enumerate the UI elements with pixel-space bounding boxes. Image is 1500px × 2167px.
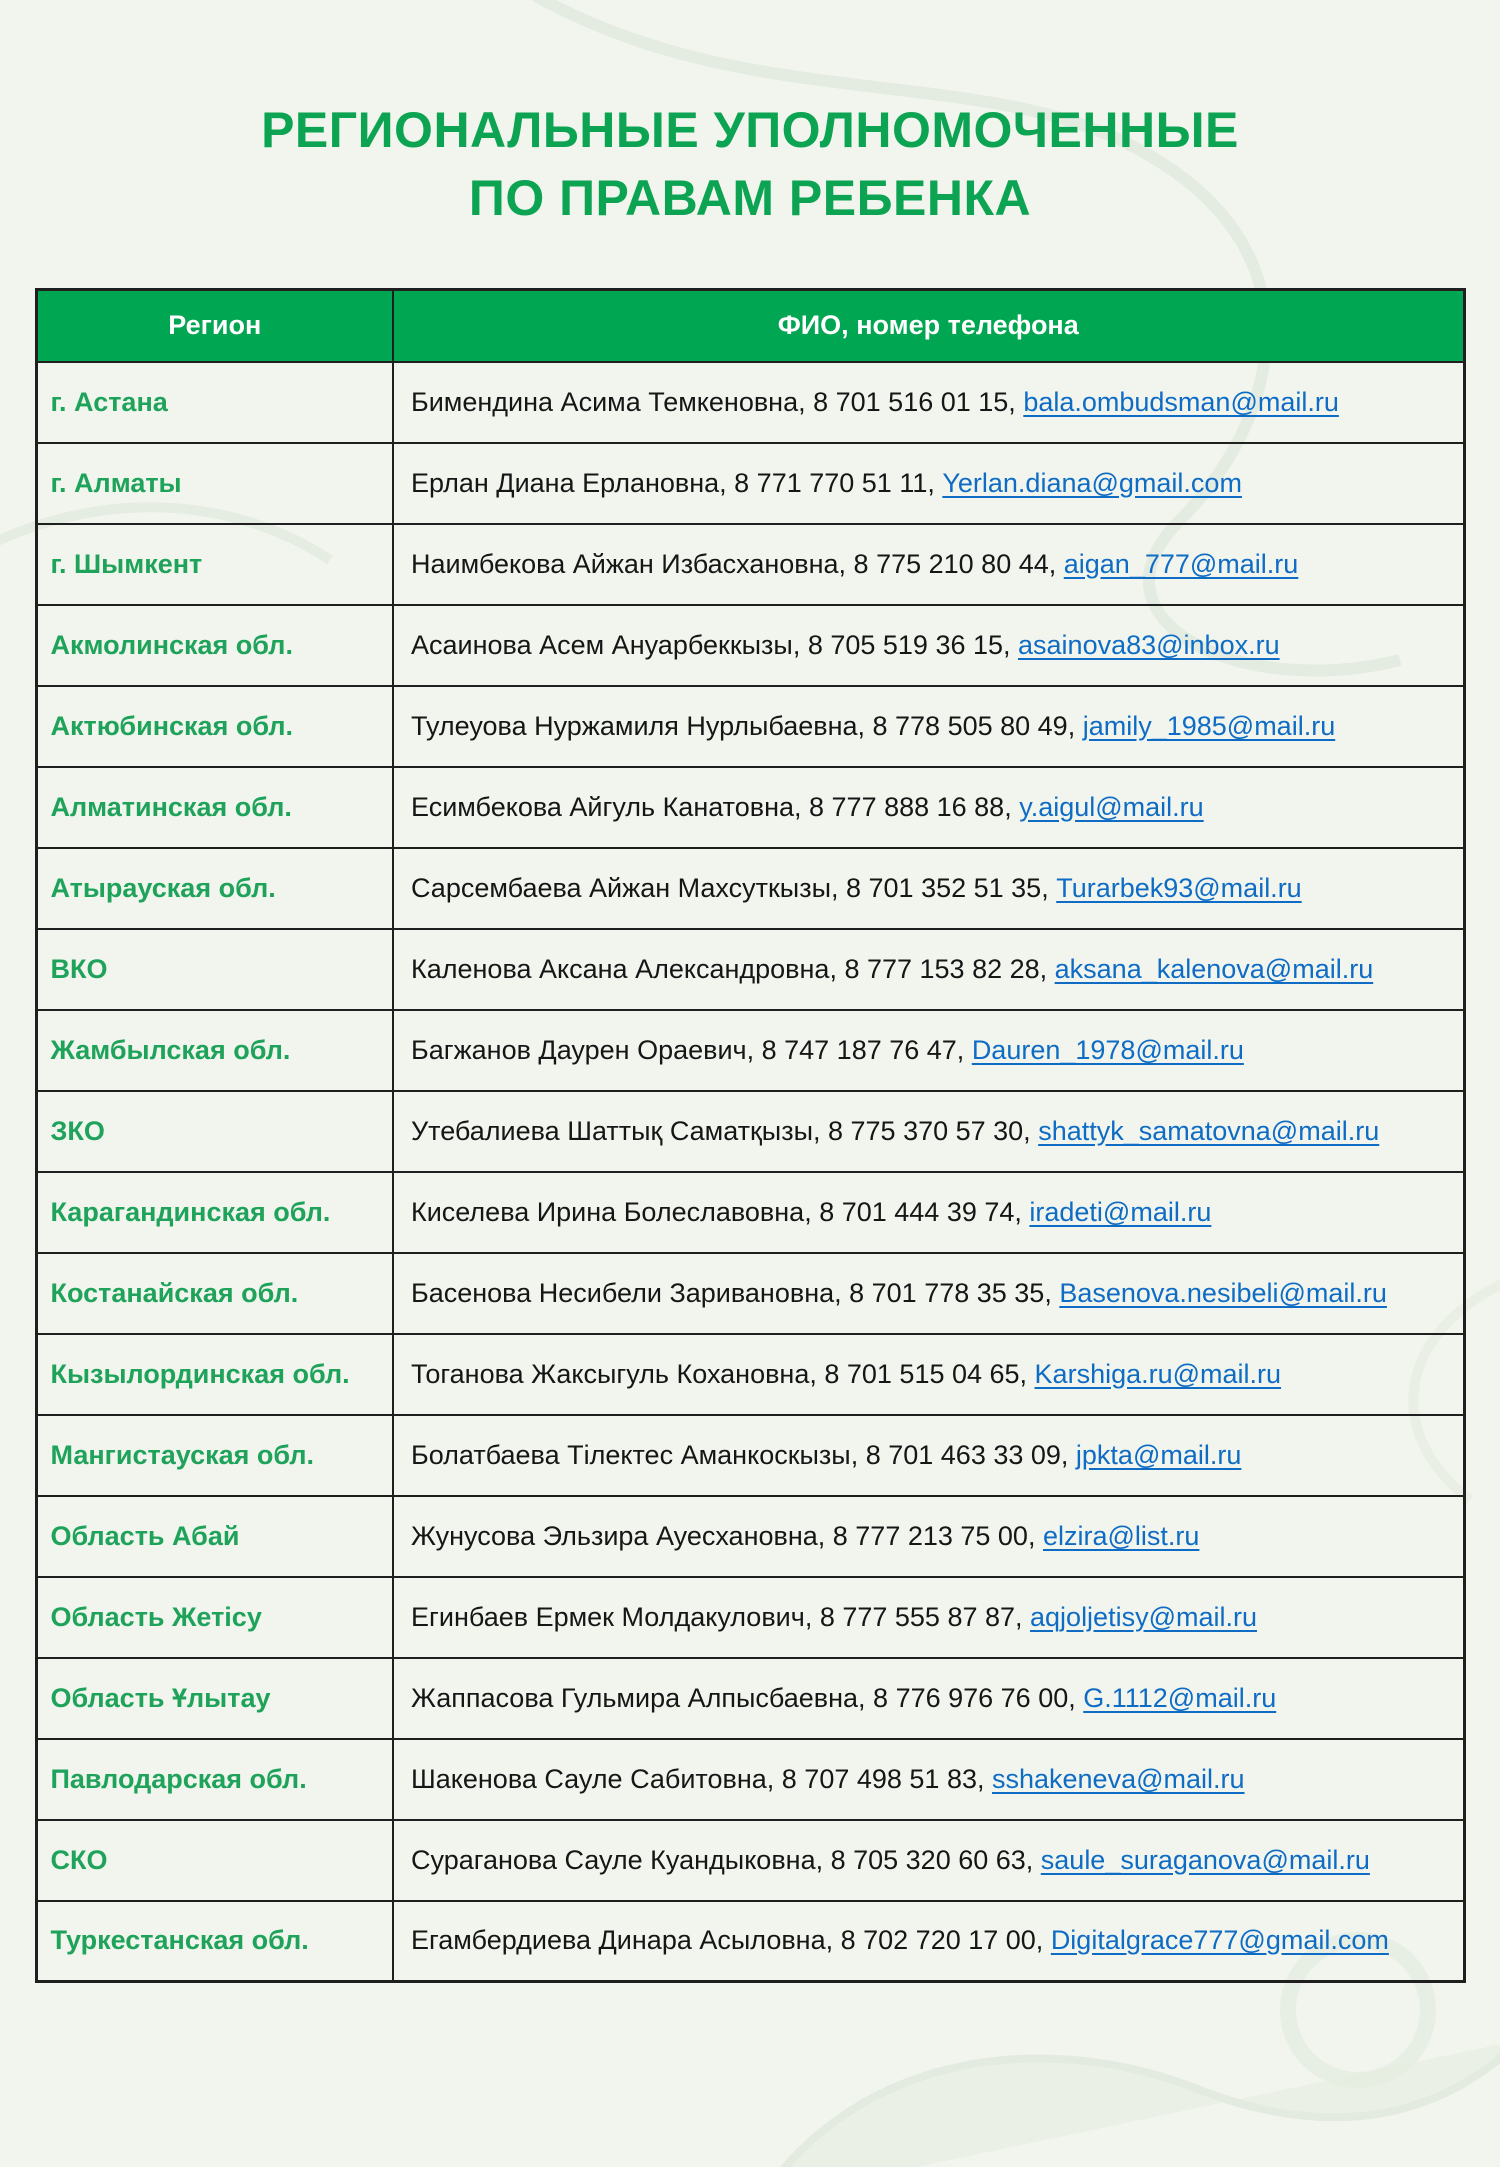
email-link[interactable]: Yerlan.diana@gmail.com	[942, 467, 1242, 498]
contact-cell	[393, 524, 1464, 605]
contact-text: Тоганова Жаксыгуль Кохановна, 8 701 515 04 65,	[411, 1358, 1035, 1389]
table-row	[36, 1253, 1464, 1334]
contact-cell	[393, 1658, 1464, 1739]
table-row	[36, 1172, 1464, 1253]
contact-cell	[393, 1334, 1464, 1415]
table-row	[36, 1334, 1464, 1415]
email-link[interactable]: aksana_kalenova@mail.ru	[1054, 953, 1374, 984]
email-link[interactable]: sshakeneva@mail.ru	[991, 1763, 1245, 1794]
contact-cell	[393, 1496, 1464, 1577]
email-link[interactable]: y.aigul@mail.ru	[1019, 791, 1204, 822]
contact-cell	[393, 1577, 1464, 1658]
region-cell: Область Абай	[36, 1496, 393, 1577]
contact-text: Тулеуова Нуржамиля Нурлыбаевна, 8 778 505 80 49,	[411, 710, 1083, 741]
table-row	[36, 1739, 1464, 1820]
contact-cell	[393, 1739, 1464, 1820]
table-header-row	[36, 290, 1464, 362]
table-row	[36, 848, 1464, 929]
region-cell: г. Шымкент	[36, 524, 393, 605]
email-link[interactable]: Karshiga.ru@mail.ru	[1034, 1358, 1282, 1389]
region-cell: Акмолинская обл.	[36, 605, 393, 686]
table-row	[36, 1496, 1464, 1577]
contact-cell	[393, 686, 1464, 767]
email-link[interactable]: shattyk_samatovna@mail.ru	[1038, 1115, 1380, 1146]
page-title-line2: ПО ПРАВАМ РЕБЕНКА	[468, 170, 1032, 226]
contact-text: Ерлан Диана Ерлановна, 8 771 770 51 11,	[411, 467, 943, 498]
email-link[interactable]: aqjoljetisy@mail.ru	[1030, 1601, 1257, 1632]
region-cell: Костанайская обл.	[36, 1253, 393, 1334]
contact-text: Жаппасова Гульмира Алпысбаевна, 8 776 976 76 00,	[411, 1682, 1084, 1713]
table-row	[36, 929, 1464, 1010]
email-link[interactable]: saule_suraganova@mail.ru	[1040, 1844, 1370, 1875]
contact-text: Асаинова Асем Ануарбеккызы, 8 705 519 36 15,	[411, 629, 1019, 660]
table-row	[36, 1091, 1464, 1172]
email-link[interactable]: jamily_1985@mail.ru	[1082, 710, 1336, 741]
region-cell: ВКО	[36, 929, 393, 1010]
table-row	[36, 686, 1464, 767]
table-row	[36, 1901, 1464, 1982]
contact-cell	[393, 929, 1464, 1010]
contact-cell	[393, 1091, 1464, 1172]
email-link[interactable]: bala.ombudsman@mail.ru	[1023, 386, 1339, 417]
table-row	[36, 1820, 1464, 1901]
contact-text: Болатбаева Тілектес Аманкоскызы, 8 701 463 33 09,	[411, 1439, 1076, 1470]
region-cell: СКО	[36, 1820, 393, 1901]
table-row	[36, 443, 1464, 524]
column-header-region: Регион	[36, 290, 393, 362]
table-row	[36, 1010, 1464, 1091]
contact-text: Егинбаев Ермек Молдакулович, 8 777 555 87 87,	[411, 1601, 1031, 1632]
email-link[interactable]: Turarbek93@mail.ru	[1056, 872, 1302, 903]
contact-cell	[393, 1010, 1464, 1091]
regional-ombudsmen-table	[35, 288, 1466, 1983]
table-row	[36, 1658, 1464, 1739]
column-header-contact: ФИО, номер телефона	[393, 290, 1464, 362]
email-link[interactable]: aigan_777@mail.ru	[1063, 548, 1299, 579]
region-cell: Область Жетісу	[36, 1577, 393, 1658]
region-cell: г. Астана	[36, 362, 393, 443]
region-cell: Туркестанская обл.	[36, 1901, 393, 1982]
contact-cell	[393, 1820, 1464, 1901]
table-row	[36, 362, 1464, 443]
contact-text: Егамбердиева Динара Асыловна, 8 702 720 17 00,	[411, 1925, 1051, 1956]
email-link[interactable]: Basenova.nesibeli@mail.ru	[1059, 1277, 1387, 1308]
contact-cell	[393, 848, 1464, 929]
region-cell: Область Ұлытау	[36, 1658, 393, 1739]
table-row	[36, 1415, 1464, 1496]
contact-text: Басенова Несибели Заривановна, 8 701 778 35 35,	[411, 1277, 1060, 1308]
contact-text: Багжанов Даурен Ораевич, 8 747 187 76 47,	[411, 1034, 972, 1065]
region-cell: ЗКО	[36, 1091, 393, 1172]
contact-text: Есимбекова Айгуль Канатовна, 8 777 888 16 88,	[411, 791, 1020, 822]
contact-text: Сарсембаева Айжан Махсуткызы, 8 701 352 51 35,	[411, 872, 1057, 903]
region-cell: Кызылординская обл.	[36, 1334, 393, 1415]
region-cell: Алматинская обл.	[36, 767, 393, 848]
contact-cell	[393, 1415, 1464, 1496]
contact-text: Шакенова Сауле Сабитовна, 8 707 498 51 83,	[411, 1763, 992, 1794]
contact-text: Жунусова Эльзира Ауесхановна, 8 777 213 75 00,	[411, 1520, 1043, 1551]
contact-cell	[393, 443, 1464, 524]
contact-cell	[393, 767, 1464, 848]
region-cell: Мангистауская обл.	[36, 1415, 393, 1496]
contact-text: Киселева Ирина Болеславовна, 8 701 444 39 74,	[411, 1196, 1030, 1227]
contact-cell	[393, 1901, 1464, 1982]
region-cell: Атырауская обл.	[36, 848, 393, 929]
email-link[interactable]: Digitalgrace777@gmail.com	[1050, 1925, 1389, 1956]
table-row	[36, 767, 1464, 848]
contact-text: Каленова Аксана Александровна, 8 777 153 82 28,	[411, 953, 1055, 984]
email-link[interactable]: jpkta@mail.ru	[1075, 1439, 1242, 1470]
region-cell: Актюбинская обл.	[36, 686, 393, 767]
contact-cell	[393, 362, 1464, 443]
table-row	[36, 1577, 1464, 1658]
contact-cell	[393, 1172, 1464, 1253]
region-cell: Жамбылская обл.	[36, 1010, 393, 1091]
region-cell: Павлодарская обл.	[36, 1739, 393, 1820]
region-cell: г. Алматы	[36, 443, 393, 524]
contact-text: Утебалиева Шаттық Саматқызы, 8 775 370 57 30,	[411, 1115, 1039, 1146]
email-link[interactable]: iradeti@mail.ru	[1029, 1196, 1212, 1227]
table-row	[36, 524, 1464, 605]
contact-cell	[393, 1253, 1464, 1334]
email-link[interactable]: asainova83@inbox.ru	[1018, 629, 1280, 660]
page-title-line1: РЕГИОНАЛЬНЫЕ УПОЛНОМОЧЕННЫЕ	[261, 102, 1239, 158]
contact-text: Бимендина Асима Темкеновна, 8 701 516 01 15,	[411, 386, 1024, 417]
email-link[interactable]: G.1112@mail.ru	[1083, 1682, 1277, 1713]
region-cell: Карагандинская обл.	[36, 1172, 393, 1253]
contact-text: Наимбекова Айжан Избасхановна, 8 775 210 80 44,	[411, 548, 1064, 579]
email-link[interactable]: elzira@list.ru	[1042, 1520, 1200, 1551]
table-row	[36, 605, 1464, 686]
contact-cell	[393, 605, 1464, 686]
page-title	[0, 96, 1500, 232]
contact-text: Сураганова Сауле Куандыковна, 8 705 320 60 63,	[411, 1844, 1041, 1875]
email-link[interactable]: Dauren_1978@mail.ru	[971, 1034, 1244, 1065]
